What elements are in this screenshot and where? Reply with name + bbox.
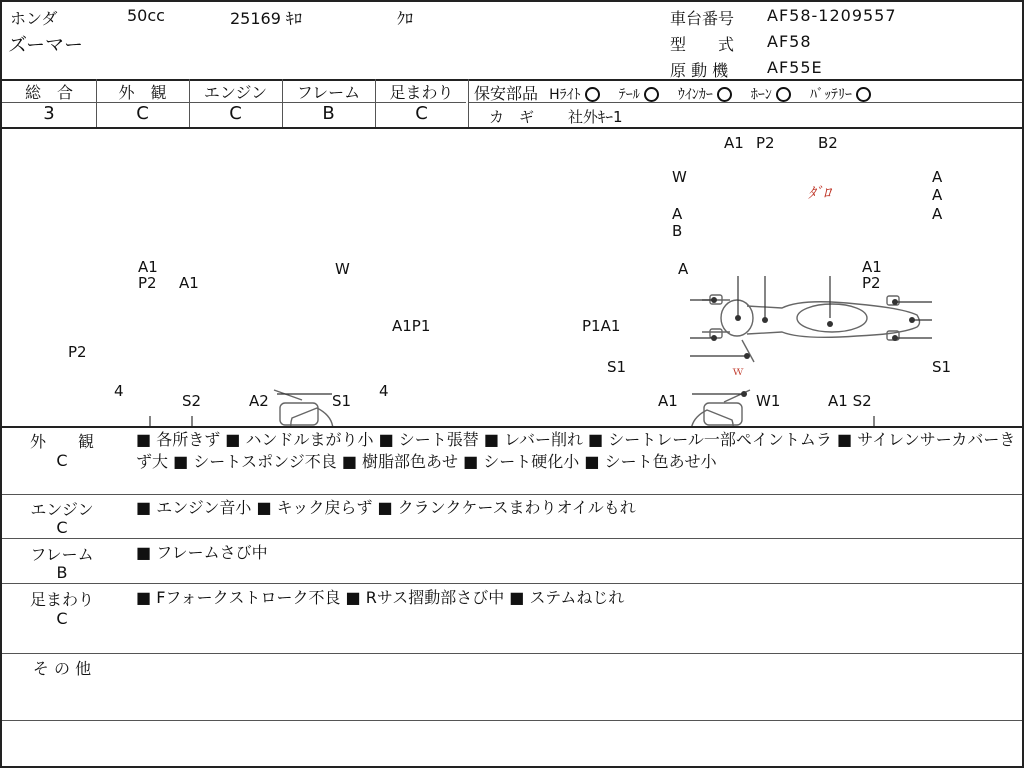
divider (2, 538, 1022, 539)
label-left-a1: A1 (179, 274, 199, 292)
label-right-s1-right: S1 (932, 358, 952, 376)
suspension-label: 足まわり (389, 83, 454, 102)
frame-section-grade: B (56, 563, 68, 582)
label-left-a1p1: A1P1 (392, 317, 431, 335)
label-top-b2: B2 (818, 134, 838, 152)
overall-label: 総 合 (24, 83, 73, 102)
divider (468, 79, 469, 127)
leader-dots (113, 297, 915, 426)
divider (2, 494, 1022, 495)
exterior-section-grade: C (56, 451, 68, 470)
label-left-a1-top: A1 (138, 258, 158, 276)
horn-ok-icon (776, 87, 791, 102)
horn-label: ﾎｰﾝ (750, 87, 772, 103)
damage-mark: ｗ (732, 364, 745, 378)
headlight-label: Hﾗｲﾄ (549, 87, 581, 103)
label-left-4b: 4 (379, 382, 389, 400)
type-label: 型 式 (670, 35, 735, 54)
exterior-grade: C (136, 103, 149, 124)
label-right-a: A (678, 260, 689, 278)
exterior-notes: ■ 各所きず ■ ハンドルまがり小 ■ シート張替 ■ レバー削れ ■ シートレール一部ペイントムラ ■ サイレンサーカバーきず大 ■ シートスポンジ不良 ■ 樹脂部色あせ ■ シート硬化小 ■ シート色あせ小 (136, 430, 1016, 471)
label-left-s2: S2 (182, 392, 202, 410)
engine-model-label: 原 動 機 (670, 61, 729, 80)
label-left-4a: 4 (114, 382, 124, 400)
safety-label: 保安部品 (474, 84, 539, 103)
mileage: 25169 ｷﾛ (230, 9, 302, 28)
key-label: カ ギ (489, 108, 535, 126)
label-left-p2-top: P2 (138, 274, 157, 292)
other-section-label: そ の 他 (32, 659, 92, 678)
label-left-s1: S1 (332, 392, 352, 410)
frame-no-label: 車台番号 (670, 9, 735, 28)
engine-grade: C (229, 103, 242, 124)
exterior-section-label: 外 観 (29, 432, 94, 451)
engine-section-grade: C (56, 518, 68, 537)
safety-parts-row (474, 81, 871, 104)
label-right-w1: W1 (756, 392, 781, 410)
engine-model: AF55E (767, 58, 823, 77)
leader-lines (94, 276, 932, 426)
model-name: ズーマー (8, 34, 84, 56)
label-top-a-left: A (672, 205, 683, 223)
exterior-label: 外 観 (118, 83, 167, 102)
label-right-a1-bottom: A1 (658, 392, 678, 410)
engine-label: エンジン (203, 83, 268, 102)
frame-no: AF58-1209557 (767, 6, 897, 25)
displacement: 50cc (127, 6, 165, 25)
suspension-notes: ■ Fフォークストローク不良 ■ Rサス摺動部さび中 ■ ステムねじれ (136, 588, 625, 607)
divider (2, 720, 1022, 721)
maker: ホンダ (10, 9, 58, 28)
headlight-ok-icon (585, 87, 600, 102)
label-top-b: B (672, 222, 683, 240)
suspension-grade: C (415, 103, 428, 124)
scooter-top-view (702, 295, 920, 362)
divider (2, 583, 1022, 584)
divider (2, 426, 1022, 428)
winker-label: ｳｲﾝｶｰ (677, 87, 713, 103)
tail-ok-icon (644, 87, 659, 102)
label-top-a-r2: A (932, 186, 943, 204)
type-value: AF58 (767, 32, 812, 51)
overall-grade: 3 (43, 103, 55, 124)
engine-notes: ■ エンジン音小 ■ キック戻らず ■ クランクケースまわりオイルもれ (136, 498, 636, 517)
label-left-p2: P2 (68, 343, 87, 361)
label-top-a-r1: A (932, 168, 943, 186)
label-right-p1a1: P1A1 (582, 317, 621, 335)
color: ｸﾛ (397, 9, 414, 28)
label-right-s1-left: S1 (607, 358, 627, 376)
label-right-p2-top: P2 (862, 274, 881, 292)
suspension-section-grade: C (56, 609, 68, 628)
label-right-a1-top: A1 (862, 258, 882, 276)
frame-grade: B (322, 103, 335, 124)
frame-notes: ■ フレームさび中 (136, 543, 268, 562)
engine-section-label: エンジン (30, 500, 94, 519)
label-right-a1s2: A1 S2 (828, 392, 872, 410)
label-top-p2: P2 (756, 134, 775, 152)
battery-label: ﾊﾞｯﾃﾘｰ (810, 87, 853, 103)
tail-label: ﾃｰﾙ (618, 87, 640, 103)
label-left-a2: A2 (249, 392, 269, 410)
frame-label: フレーム (296, 83, 361, 102)
label-left-w: W (335, 260, 350, 278)
battery-ok-icon (856, 87, 871, 102)
label-top-a1: A1 (724, 134, 744, 152)
label-top-w: W (672, 168, 687, 186)
divider (2, 653, 1022, 654)
handwritten-note: ﾀﾞﾛ (808, 184, 831, 202)
label-top-a-r3: A (932, 205, 943, 223)
key-value: 社外ｷｰ1 (568, 108, 623, 126)
suspension-section-label: 足まわり (29, 590, 94, 609)
winker-ok-icon (717, 87, 732, 102)
frame-section-label: フレーム (30, 545, 94, 564)
